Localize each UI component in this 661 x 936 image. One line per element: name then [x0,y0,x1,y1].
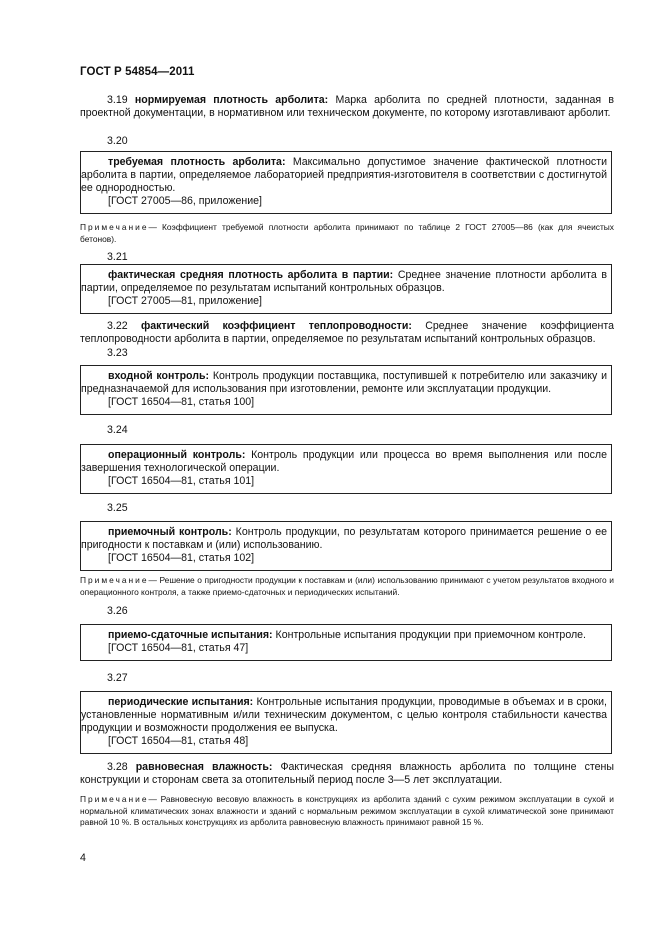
term-box-3-23 [80,365,612,415]
term-box-3-24 [80,444,612,494]
note-text: — Коэффициент требуемой плотности арболита принимают по таблице 2 ГОСТ 27005—86 (как для ячеистых бетонов). [80,222,614,244]
term-3-19 [80,94,614,120]
term-reference: [ГОСТ 16504—81, статья 48] [108,735,249,747]
term-number-3-27: 3.27 [107,672,128,684]
term-box-3-27 [80,691,612,754]
term-3-28 [80,761,614,787]
term-name: фактический коэффициент теплопроводности: [140,320,412,332]
term-number: 3.22 [107,320,128,332]
term-number-3-20: 3.20 [107,135,128,147]
term-box-3-25 [80,521,612,571]
term-3-22 [80,320,614,346]
term-definition: Максимально допустимое значение фактической плотности арболита в партии, определяемое лабораторией предприятия-изготовителя в соответствии с достигнутой ее однородностью. [81,156,607,194]
note-1 [80,222,614,245]
term-number-3-26: 3.26 [107,605,128,617]
term-definition: Среднее значение коэффициента теплопроводности арболита в партии, определяемое по результатам испытаний контрольных образцов. [80,320,615,345]
term-number-3-21: 3.21 [107,251,128,263]
note-text: — Равновесную весовую влажность в конструкциях из арболита зданий с сухим режимом эксплуатации в сухой и нормальной климатических зонах влажности и зданий с нормальным режимом эксплуатации в сухой климатической зоне принимают равной 10 %. В остальных конструкциях из арболита равновесную влажность принимают равной 15 %. [80,794,614,827]
term-reference: [ГОСТ 16504—81, статья 102] [108,552,255,564]
term-number-3-23: 3.23 [107,347,128,359]
term-reference: [ГОСТ 16504—81, статья 47] [108,642,249,654]
term-definition: Фактическая средняя влажность арболита по толщине стены конструкции и сторонам света за отопительный период после 3—5 лет эксплуатации. [80,761,614,786]
term-definition: Контроль продукции или процесса во время выполнения или после завершения технологической операции. [81,449,607,474]
term-name: приемо-сдаточные испытания: [108,629,273,641]
term-reference: [ГОСТ 27005—81, приложение] [108,295,262,307]
term-name: приемочный контроль: [108,526,232,538]
note-3 [80,794,614,829]
note-label: Примечание [80,222,149,232]
page-number: 4 [80,852,86,864]
note-2 [80,575,614,598]
term-box-3-26 [80,624,612,661]
term-name: периодические испытания: [108,696,254,708]
term-reference: [ГОСТ 16504—81, статья 101] [108,475,255,487]
term-number: 3.19 [107,94,128,106]
term-reference: [ГОСТ 27005—86, приложение] [108,195,262,207]
document-header: ГОСТ Р 54854—2011 [80,66,195,78]
term-box-3-20 [80,151,612,214]
term-name: требуемая плотность арболита: [108,156,286,168]
note-label: Примечание [80,794,149,804]
term-name: равновесная влажность: [135,761,273,773]
term-name: нормируемая плотность арболита: [134,94,329,106]
note-text: — Решение о пригодности продукции к поставкам и (или) использованию принимают с учетом результатов входного и операционного контроля, а также приемо-сдаточных и периодических испытаний. [80,575,614,597]
term-number: 3.28 [107,761,128,773]
term-definition: Марка арболита по средней плотности, заданная в проектной документации, в нормативном или техническом документе, по которому изготавливают арболит. [80,94,614,119]
term-name: операционный контроль: [108,449,246,461]
term-name: входной контроль: [108,370,210,382]
term-name: фактическая средняя плотность арболита в партии: [108,269,394,281]
term-definition: Контрольные испытания продукции, проводимые в объемах и в сроки, установленные нормативным и/или техническим документом, с целью контроля стабильности качества продукции и возможности продолжения ее выпуска. [81,696,607,734]
term-definition: Контроль продукции, по результатам которого принимается решение о ее пригодности к поставкам и (или) использованию. [81,526,607,551]
term-number-3-24: 3.24 [107,424,128,436]
term-definition: Среднее значение плотности арболита в партии, определяемое по результатам испытаний контрольных образцов. [81,269,607,294]
term-box-3-21 [80,264,612,314]
note-label: Примечание [80,575,149,585]
term-number-3-25: 3.25 [107,502,128,514]
term-definition: Контроль продукции поставщика, поступившей к потребителю или заказчику и предназначаемой для использования при изготовлении, ремонте или эксплуатации продукции. [81,370,607,395]
term-reference: [ГОСТ 16504—81, статья 100] [108,396,255,408]
term-definition: Контрольные испытания продукции при приемочном контроле. [275,629,587,641]
